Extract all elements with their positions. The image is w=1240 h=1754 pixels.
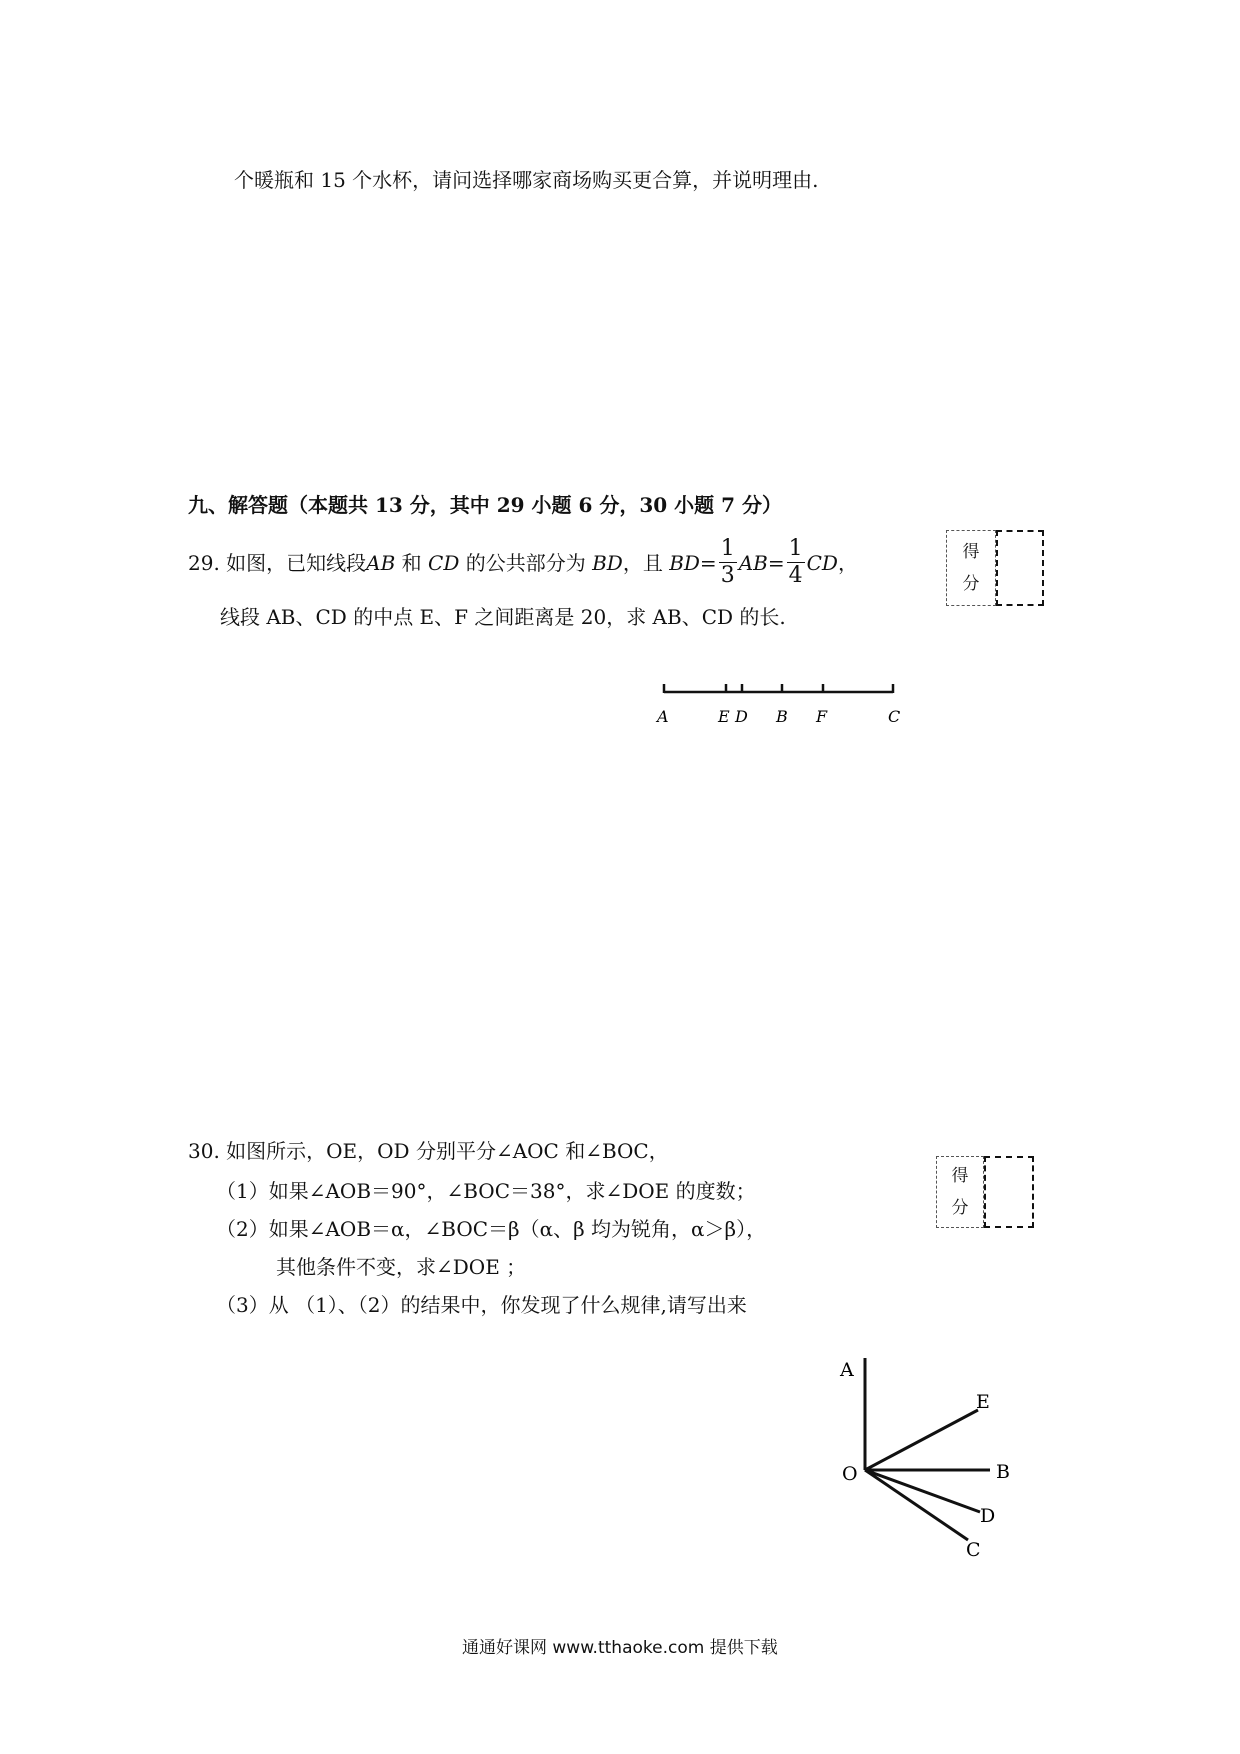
score-box-29 — [946, 530, 1044, 606]
label-e: E — [718, 707, 730, 726]
label-angle-a: A — [840, 1359, 854, 1381]
q29-number: 29. — [188, 550, 220, 575]
q30-part2: （2）如果∠AOB＝α，∠BOC＝β（α、β 均为锐角，α＞β）， — [216, 1217, 767, 1241]
score-box-30 — [936, 1156, 1034, 1228]
section9-title: 九、解答题（本题共 13 分，其中 29 小题 6 分，30 小题 7 分） — [188, 493, 782, 517]
q29-qie: ，且 — [622, 550, 663, 575]
q30-angle-figure — [830, 1350, 1030, 1570]
q28-tail-text: 个暖瓶和 15 个水杯，请问选择哪家商场购买更合算，并说明理由. — [234, 168, 819, 192]
score-box-30-label — [936, 1156, 984, 1228]
q29-fraction-2-den: 4 — [788, 563, 803, 588]
q29-comma: ， — [837, 550, 858, 575]
label-angle-b: B — [996, 1461, 1010, 1483]
label-angle-d: D — [980, 1505, 996, 1527]
label-d: D — [735, 707, 748, 726]
score-box-29-fen: 分 — [962, 574, 980, 594]
q29-ab-eq: AB= — [738, 550, 785, 575]
ray-oc — [865, 1470, 968, 1540]
q29-fraction-2 — [787, 536, 805, 589]
q29-ab: AB — [366, 550, 396, 575]
q29-text-a: 如图，已知线段 — [226, 550, 367, 575]
q30-part2-cont: 其他条件不变，求∠DOE ； — [276, 1255, 527, 1279]
q29-bd: BD — [592, 550, 623, 575]
q30-part3: （3）从 （1）、（2）的结果中，你发现了什么规律,请写出来 — [216, 1293, 747, 1317]
q29-fraction-2-num: 1 — [788, 536, 803, 561]
score-box-30-entry — [984, 1156, 1034, 1228]
q29-segment-figure — [640, 680, 910, 730]
q29-he: 和 — [401, 550, 422, 575]
score-box-29-label — [946, 530, 996, 606]
label-angle-c: C — [966, 1539, 981, 1561]
q30-part1: （1）如果∠AOB＝90°，∠BOC＝38°，求∠DOE 的度数； — [216, 1179, 756, 1203]
score-box-29-entry — [996, 530, 1044, 606]
q29-fraction-1-den: 3 — [720, 563, 735, 588]
label-a: A — [657, 707, 669, 726]
q29-line2: 线段 AB、CD 的中点 E、F 之间距离是 20，求 AB、CD 的长. — [220, 605, 786, 629]
q30-line0: 30. 如图所示，OE，OD 分别平分∠AOC 和∠BOC， — [188, 1139, 669, 1163]
page-footer: 通通好课网 www.tthaoke.com 提供下载 — [462, 1638, 778, 1658]
q29-line1 — [188, 536, 858, 589]
label-c: C — [888, 707, 901, 726]
q29-bd-eq: BD= — [669, 550, 717, 575]
q29-cd-end: CD — [806, 550, 838, 575]
label-f: F — [816, 707, 828, 726]
ray-oe — [865, 1410, 978, 1470]
q29-cd: CD — [428, 550, 460, 575]
label-angle-e: E — [976, 1391, 990, 1413]
q29-fraction-1-num: 1 — [720, 536, 735, 561]
q29-text-b: 的公共部分为 — [465, 550, 586, 575]
score-box-29-de: 得 — [962, 542, 980, 562]
label-angle-o: O — [842, 1463, 858, 1485]
score-box-30-fen: 分 — [951, 1198, 969, 1218]
label-b: B — [776, 707, 788, 726]
ray-od — [865, 1470, 980, 1512]
q29-fraction-1 — [719, 536, 737, 589]
score-box-30-de: 得 — [951, 1166, 969, 1186]
